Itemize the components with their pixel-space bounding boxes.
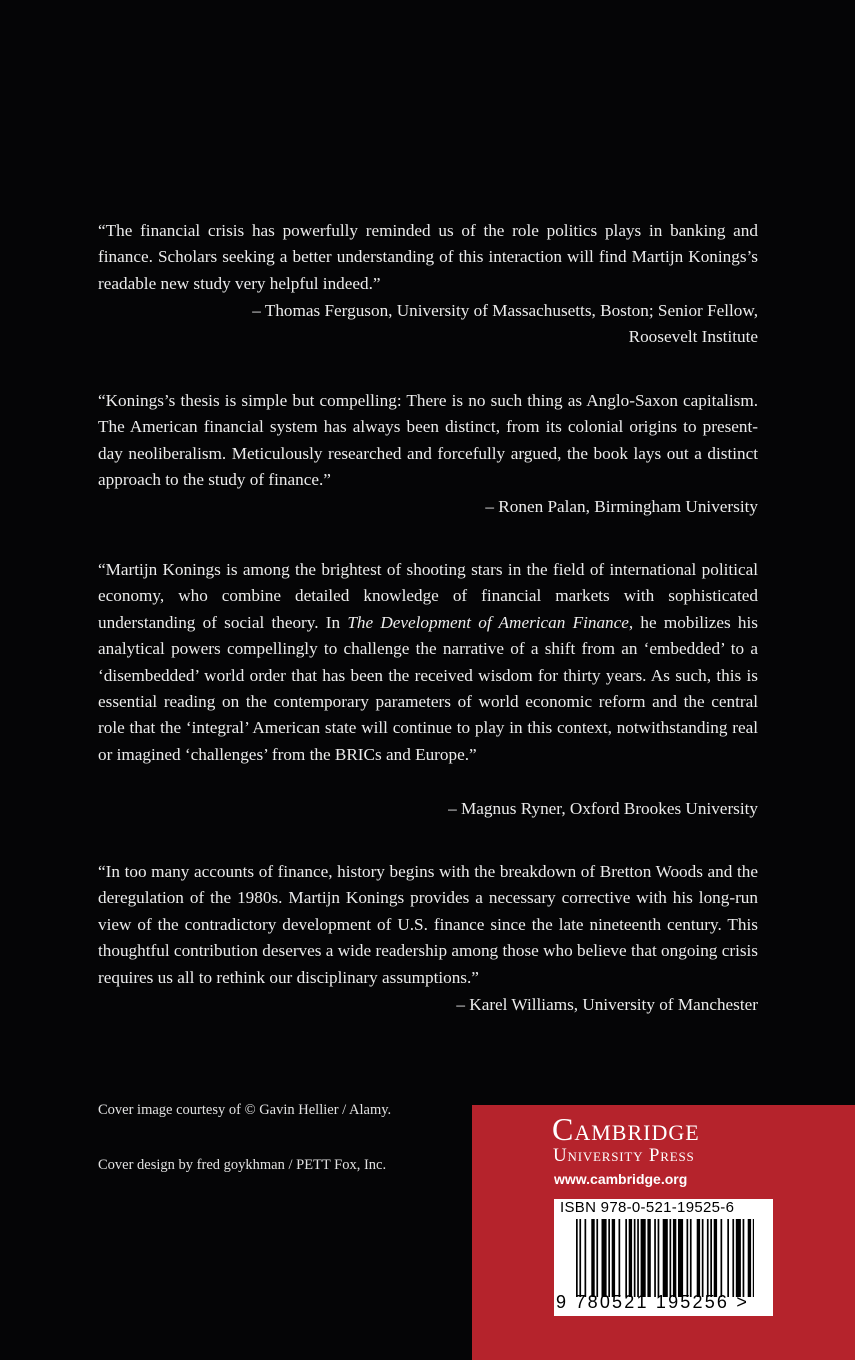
barcode-icon bbox=[576, 1219, 754, 1297]
isbn-label: ISBN 978-0-521-19525-6 bbox=[560, 1199, 735, 1216]
barcode-digits: 9 780521 195256 > bbox=[556, 1292, 750, 1312]
publisher-subname: University Press bbox=[553, 1145, 695, 1166]
endorsement-quote-4: “In too many accounts of finance, history begins with the breakdown of Bretton Woods and the deregulation of the 1980s. Martijn Konings provides a necessary corrective with his long-run view of the contradictory development of U.S. finance since the late nineteenth century. This thoughtful contribution deserves a wide readership among those who believe that ongoing crisis requires us all to rethink our disciplinary assumptions.” bbox=[98, 862, 758, 987]
publisher-name: Cambridge bbox=[552, 1111, 700, 1147]
barcode-box bbox=[554, 1199, 773, 1316]
endorsement-quote-2: “Konings’s thesis is simple but compelling: There is no such thing as Anglo-Saxon capitalism. The American financial system has always been distinct, from its colonial origins to present-day neoliberalism. Meticulously researched and forcefully argued, the book lays out a distinct approach to the study of finance.” bbox=[98, 391, 758, 490]
endorsement-quote-3 bbox=[98, 557, 758, 768]
endorsement-attribution-3: – Magnus Ryner, Oxford Brookes University bbox=[448, 799, 758, 818]
endorsement-attribution-1: – Thomas Ferguson, University of Massachusetts, Boston; Senior Fellow, Roosevelt Institute bbox=[252, 301, 758, 347]
publisher-website: www.cambridge.org bbox=[554, 1171, 688, 1187]
book-title: The Development of American Finance bbox=[347, 612, 629, 632]
cover-design-credit: Cover design by fred goykhman / PETT Fox, Inc. bbox=[98, 1157, 387, 1173]
endorsement-attribution-2: – Ronen Palan, Birmingham University bbox=[485, 497, 758, 516]
endorsement-quote-1: “The financial crisis has powerfully reminded us of the role politics plays in banking and finance. Scholars seeking a better understanding of this interaction will find Martijn Konings’s readable new study very helpful indeed.” bbox=[98, 221, 758, 293]
endorsement-attribution-4: – Karel Williams, University of Manchester bbox=[456, 995, 758, 1014]
quote-3-part-2: , he mobilizes his analytical powers compellingly to challenge the narrative of a shift from an ‘embedded’ to a ‘disembedded’ world order that has been the received wisdom for thirty years. As such, this is essential reading on the contemporary parameters of world economic reform and the central role that the ‘integral’ American state will continue to play in this context, notwithstanding real or imagined ‘challenges’ from the BRICs and Europe.” bbox=[98, 612, 758, 764]
cover-image-credit: Cover image courtesy of © Gavin Hellier / Alamy. bbox=[98, 1102, 392, 1118]
quote-3-part-1: “Martijn Konings is among the brightest of shooting stars in the field of international political economy, who combine detailed knowledge of financial markets with sophisticated understanding of social theory. In bbox=[98, 560, 758, 632]
publisher-panel bbox=[472, 1105, 855, 1360]
